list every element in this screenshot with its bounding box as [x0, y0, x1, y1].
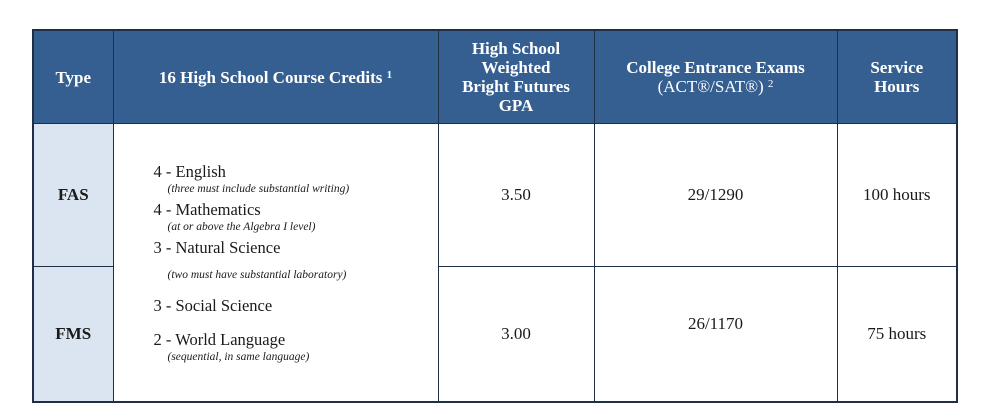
- gpa-cell: 3.00: [438, 267, 594, 403]
- course-note: (two must have substantial laboratory): [167, 268, 347, 281]
- course-item: 4 - Mathematics: [153, 199, 261, 219]
- exams-cell: 29/1290: [594, 124, 837, 267]
- course-item: 3 - Natural Science: [153, 237, 281, 257]
- gpa-cell: 3.50: [438, 124, 594, 267]
- course-note: (sequential, in same language): [167, 350, 310, 363]
- course-credits-list: [113, 124, 438, 403]
- header-service-hours: Service Hours: [837, 30, 957, 124]
- course-item: 2 - World Language: [153, 329, 286, 349]
- course-item: 3 - Social Science: [153, 295, 273, 315]
- requirements-table: [32, 29, 958, 403]
- course-note: (three must include substantial writing): [167, 182, 350, 195]
- header-gpa: High School Weighted Bright Futures GPA: [438, 30, 594, 124]
- table-row-fas: [33, 124, 957, 267]
- type-cell: FMS: [33, 267, 113, 403]
- course-note: (at or above the Algebra I level): [167, 220, 316, 233]
- footnote-1-marker: 1: [386, 68, 393, 81]
- service-hours-cell: 75 hours: [837, 267, 957, 403]
- header-course-credits: 16 High School Course Credits $^1$: [113, 30, 438, 124]
- footnote-2-marker: 2: [767, 78, 774, 90]
- header-type: Type: [33, 30, 113, 124]
- course-item: 4 - English: [153, 161, 226, 181]
- type-cell: FAS: [33, 124, 113, 267]
- service-hours-cell: 100 hours: [837, 124, 957, 267]
- header-row: [33, 30, 957, 124]
- exams-cell: 26/1170: [594, 267, 837, 403]
- header-exams: College Entrance Exams (ACT®/SAT®) $^2$: [594, 30, 837, 124]
